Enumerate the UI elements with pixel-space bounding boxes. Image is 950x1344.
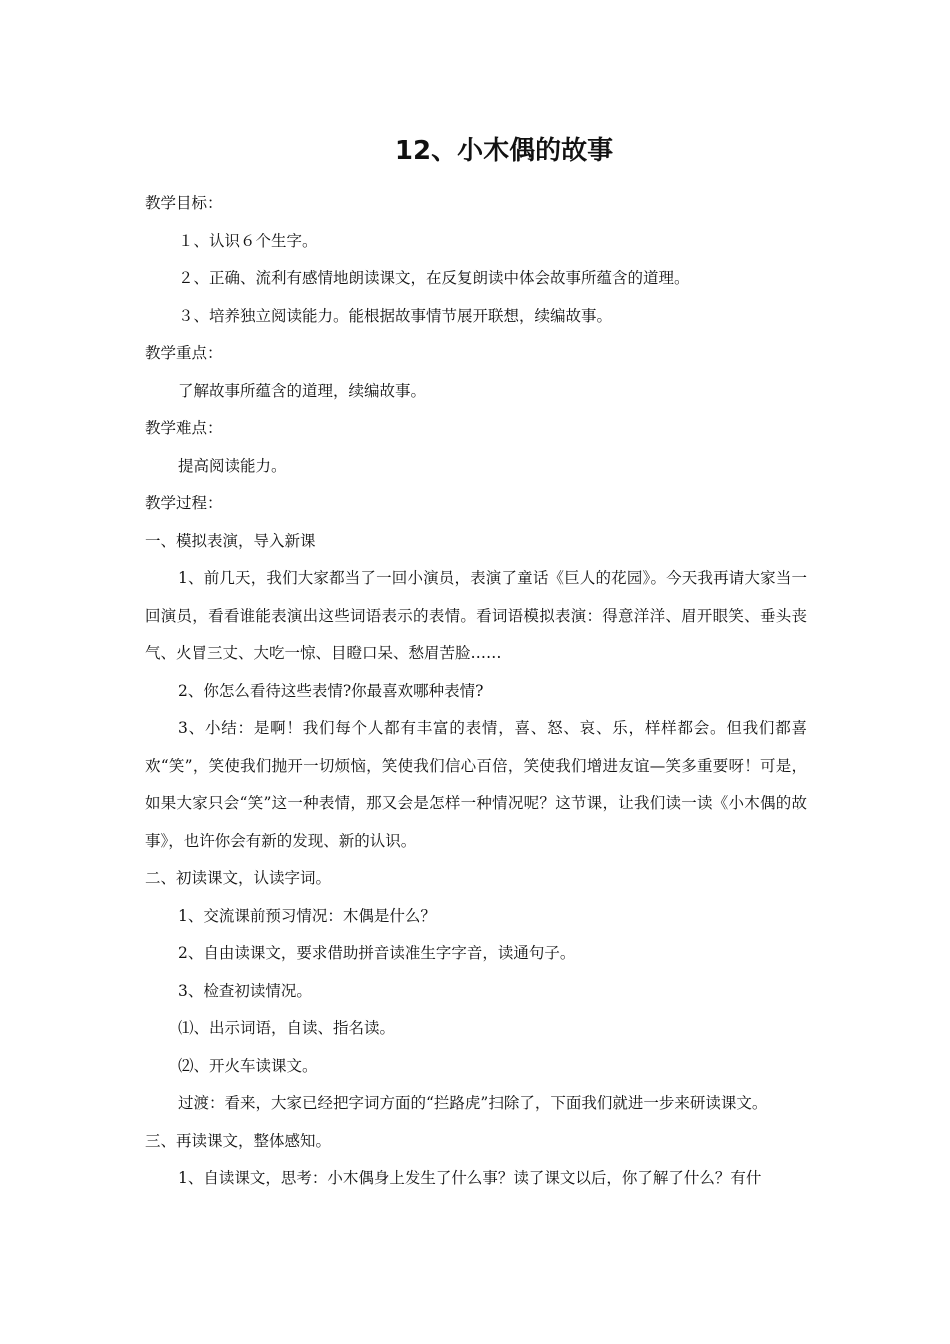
objective-item-3: ３、培养独立阅读能力。能根据故事情节展开联想，续编故事。 — [178, 306, 613, 325]
section-heading-process: 教学过程： — [145, 494, 223, 512]
paragraph: 1、前几天，我们大家都当了一回小演员，表演了童话《巨人的花园》。今天我再请大家当一回演员，看看谁能表演出这些词语表示的表情。看词语模拟表演：得意洋洋、眉开眼笑、垂头丧气、火冒三丈、大吃一惊、目瞪口呆、愁眉苦脸…… — [145, 569, 807, 662]
paragraph: 1、交流课前预习情况：木偶是什么？ — [178, 906, 436, 925]
step-heading-3: 三、再读课文，整体感知。 — [145, 1131, 332, 1150]
paragraph: 2、自由读课文，要求借助拼音读准生字字音，读通句子。 — [178, 944, 576, 962]
key-points-text: 了解故事所蕴含的道理，续编故事。 — [178, 381, 427, 400]
paragraph: 3、小结：是啊！我们每个人都有丰富的表情，喜、怒、哀、乐，样样都会。但我们都喜欢“笑”，笑使我们抛开一切烦恼，笑使我们信心百倍，笑使我们增进友谊—笑多重要呀！可是，如果大家只会“笑”这一种表情，那又会是怎样一种情况呢？这节课，让我们读一读《小木偶的故事》，也许你会有新的发现、新的认识。 — [145, 719, 807, 850]
document-body — [145, 185, 807, 1198]
paragraph: 3、检查初读情况。 — [178, 981, 312, 1000]
document-title: 12、小木偶的故事 — [394, 136, 614, 166]
section-heading-difficulties: 教学难点： — [145, 419, 223, 437]
paragraph: 2、你怎么看待这些表情?你最喜欢哪种表情? — [178, 681, 484, 700]
section-heading-key-points: 教学重点： — [145, 344, 223, 362]
paragraph: ⑴、出示词语，自读、指名读。 — [178, 1019, 396, 1037]
section-heading-objectives: 教学目标： — [145, 194, 223, 212]
objective-item-2: ２、正确、流利有感情地朗读课文，在反复朗读中体会故事所蕴含的道理。 — [178, 269, 690, 287]
step-heading-2: 二、初读课文，认读字词。 — [145, 869, 332, 887]
difficulties-text: 提高阅读能力。 — [178, 456, 287, 475]
paragraph: ⑵、开火车读课文。 — [178, 1056, 318, 1075]
objective-item-1: １、认识６个生字。 — [178, 231, 318, 250]
step-heading-1: 一、模拟表演，导入新课 — [145, 531, 316, 550]
paragraph: 1、自读课文，思考：小木偶身上发生了什么事？读了课文以后，你了解了什么？有什 — [178, 1169, 762, 1187]
paragraph: 过渡：看来，大家已经把字词方面的“拦路虎”扫除了，下面我们就进一步来研读课文。 — [178, 1094, 768, 1112]
